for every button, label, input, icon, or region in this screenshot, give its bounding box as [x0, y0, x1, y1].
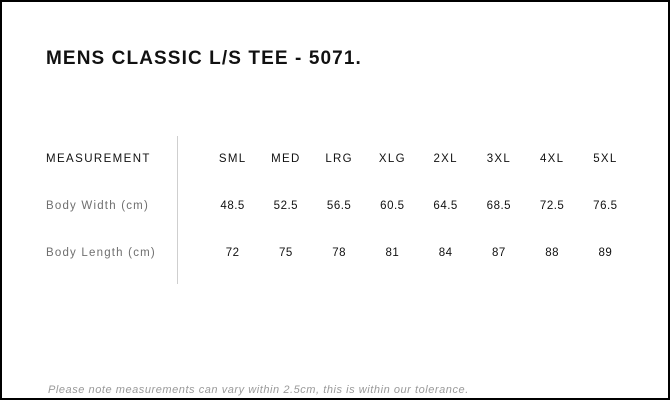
- column-header-lrg: LRG: [325, 153, 353, 165]
- cell-body-length-2xl: 84: [438, 246, 453, 259]
- table-header-row: [46, 136, 632, 182]
- cell-body-length-med: 75: [278, 246, 293, 259]
- cell-body-length-5xl: 89: [598, 246, 613, 259]
- page-title: MENS CLASSIC L/S TEE - 5071.: [46, 48, 362, 69]
- cell-body-width-sml: 48.5: [220, 199, 245, 212]
- cell-body-width-4xl: 72.5: [539, 199, 565, 212]
- cell-body-width-xlg: 60.5: [380, 199, 405, 212]
- column-header-med: MED: [271, 153, 301, 165]
- column-header-4xl: 4XL: [539, 153, 565, 165]
- size-table-container: [46, 136, 632, 396]
- tolerance-note: Please note measurements can vary within 2.5cm, this is within our tolerance.: [48, 384, 469, 396]
- column-header-sml: SML: [218, 153, 247, 165]
- table-row: [46, 182, 632, 229]
- cell-body-length-4xl: 88: [545, 246, 560, 259]
- table-row: [46, 229, 632, 276]
- table-header: [46, 136, 632, 182]
- cell-body-width-2xl: 64.5: [433, 199, 458, 212]
- column-divider: [177, 136, 178, 284]
- cell-body-width-5xl: 76.5: [593, 199, 618, 212]
- cell-body-width-med: 52.5: [273, 199, 299, 212]
- cell-body-length-lrg: 78: [332, 246, 347, 259]
- column-header-5xl: 5XL: [593, 153, 618, 165]
- cell-body-width-lrg: 56.5: [326, 199, 352, 212]
- size-table: [46, 136, 632, 276]
- cell-body-width-3xl: 68.5: [486, 199, 512, 212]
- column-header-2xl: 2XL: [433, 153, 458, 165]
- content-area: [46, 42, 632, 396]
- row-label-body-length: Body Length (cm): [46, 246, 156, 259]
- column-header-3xl: 3XL: [486, 153, 512, 165]
- table-body: [46, 182, 632, 276]
- column-header-xlg: XLG: [378, 153, 406, 165]
- row-label-body-width: Body Width (cm): [46, 199, 149, 212]
- cell-body-length-3xl: 87: [491, 246, 506, 259]
- cell-body-length-sml: 72: [225, 246, 240, 259]
- column-header-measurement: MEASUREMENT: [46, 153, 151, 165]
- cell-body-length-xlg: 81: [385, 246, 400, 259]
